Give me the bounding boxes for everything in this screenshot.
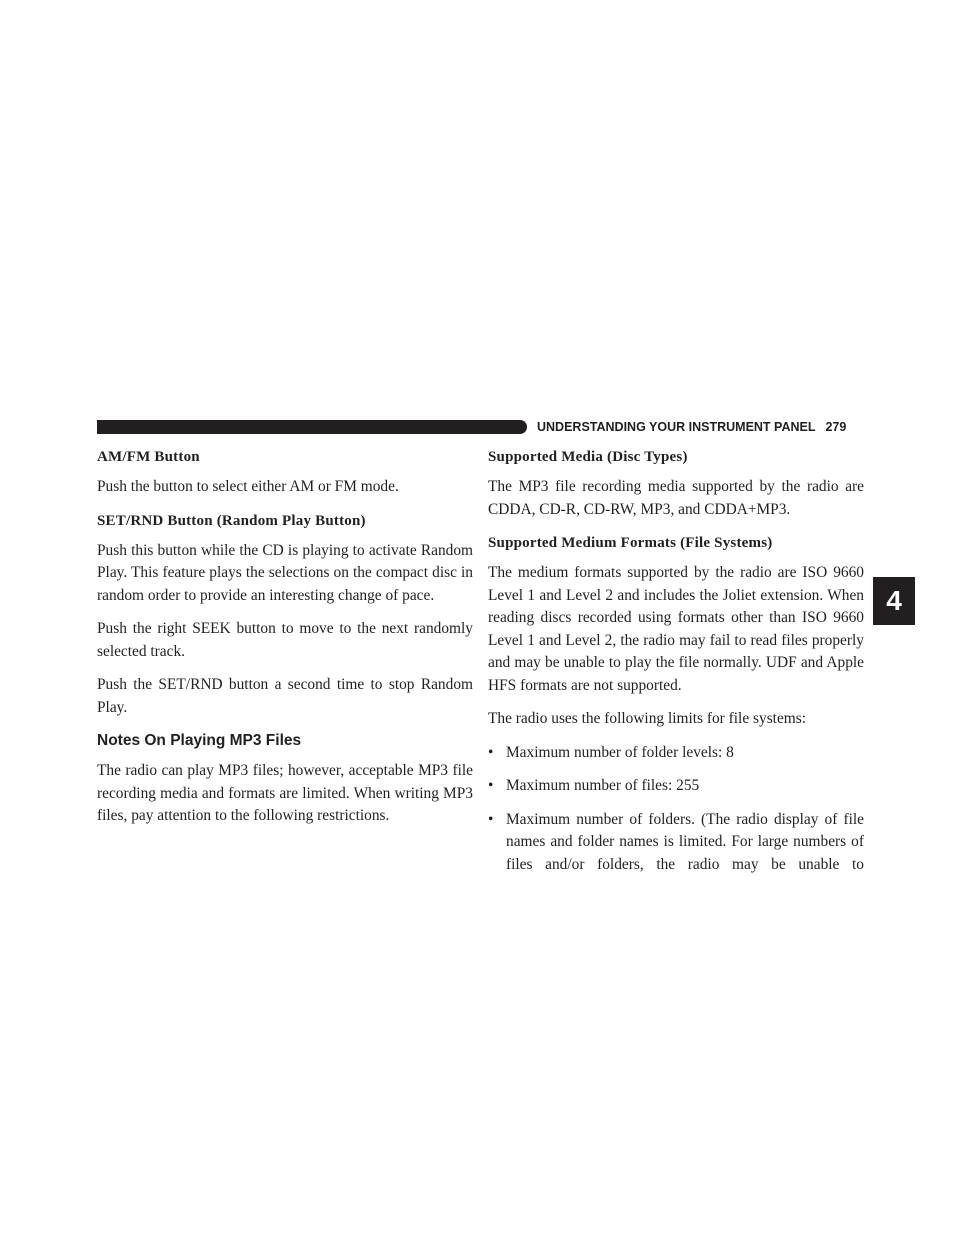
heading-supported-formats: Supported Medium Formats (File Systems) (488, 535, 773, 551)
heading-amfm-button: AM/FM Button (97, 449, 200, 465)
bullet-icon: • (488, 777, 494, 794)
right-column (488, 446, 864, 876)
limits-list (488, 742, 864, 877)
section-title: UNDERSTANDING YOUR INSTRUMENT PANEL (537, 420, 816, 434)
list-item: • Maximum number of files: 255 (488, 775, 864, 798)
paragraph-limits-intro: The radio uses the following limits for file systems: (488, 710, 807, 727)
bullet-icon: • (488, 810, 494, 828)
list-item: • Maximum number of folder levels: 8 (488, 742, 864, 765)
paragraph-setrnd-3: Push the SET/RND button a second time to stop Random Play. (97, 676, 473, 716)
left-column (97, 446, 473, 828)
heading-setrnd-button: SET/RND Button (Random Play Button) (97, 512, 366, 529)
chapter-tab: 4 (873, 577, 915, 625)
heading-supported-media: Supported Media (Disc Types) (488, 449, 688, 465)
running-header (537, 419, 846, 435)
paragraph-notes-mp3: The radio can play MP3 files; however, acceptable MP3 file recording media and formats are limited. When writing MP3 files, pay attention to the following restrictions. (97, 762, 473, 824)
page-number: 279 (825, 420, 847, 434)
bullet-icon: • (488, 743, 494, 761)
paragraph-setrnd-1: Push this button while the CD is playing to activate Random Play. This feature plays the selections on the compact disc in random order to provide an interesting change of pace. (97, 541, 473, 604)
paragraph-supported-media: The MP3 file recording media supported by the radio are CDDA, CD-R, CD-RW, MP3, and CDDA+MP3. (488, 478, 864, 518)
header-rule (97, 420, 527, 434)
heading-notes-mp3: Notes On Playing MP3 Files (97, 732, 302, 749)
paragraph-amfm: Push the button to select either AM or FM mode. (97, 478, 399, 495)
paragraph-supported-formats: The medium formats supported by the radio are ISO 9660 Level 1 and Level 2 and includes the Joliet extension. When reading discs recorded using formats other than ISO 9660 Level 1 and Level 2, the radio may fail to read files properly and may be unable to play the file normally. UDF and Apple HFS formats are not supported. (488, 564, 864, 694)
list-item: • Maximum number of folders. (The radio display of file names and folder names is limited. For large numbers of files and/or folders, the radio may be unable to (488, 810, 864, 873)
paragraph-setrnd-2: Push the right SEEK button to move to the next randomly selected track. (97, 620, 473, 660)
